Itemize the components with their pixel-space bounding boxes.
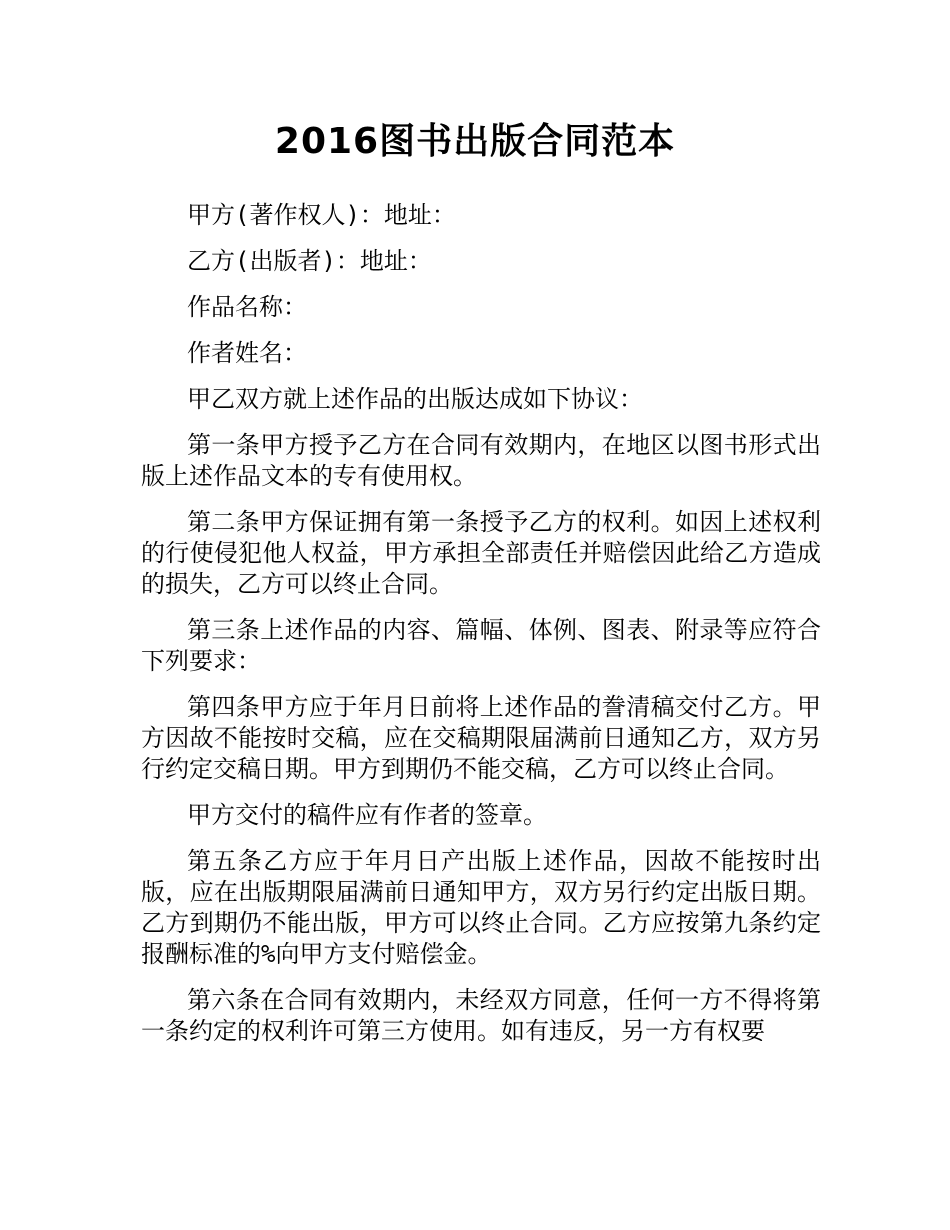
clause-4-note: 甲方交付的稿件应有作者的签章。 [187,801,547,829]
clause-3: 第三条上述作品的内容、篇幅、体例、图表、附录等应符合下列要求： [141,616,821,675]
document-title: 2016图书出版合同范本 [274,121,676,162]
work-title-line: 作品名称： [187,293,307,321]
agreement-intro: 甲乙双方就上述作品的出版达成如下协议： [187,385,643,413]
clause-4: 第四条甲方应于年月日前将上述作品的誊清稿交付乙方。甲方因故不能按时交稿，应在交稿期限届满前日通知乙方，双方另行约定交稿日期。甲方到期仍不能交稿，乙方可以终止合同。 [141,693,821,783]
clause-5: 第五条乙方应于年月日产出版上述作品，因故不能按时出版，应在出版期限届满前日通知甲方，双方另行约定出版日期。乙方到期仍不能出版，甲方可以终止合同。乙方应按第九条约定报酬标准的%向甲方支付赔偿金。 [141,847,821,968]
author-name-line: 作者姓名： [187,339,307,367]
party-a-line: 甲方(著作权人)：地址： [187,201,456,229]
party-b-line: 乙方(出版者)：地址： [187,247,432,275]
clause-2: 第二条甲方保证拥有第一条授予乙方的权利。如因上述权利的行使侵犯他人权益，甲方承担全部责任并赔偿因此给乙方造成的损失，乙方可以终止合同。 [141,508,821,598]
clause-6: 第六条在合同有效期内，未经双方同意，任何一方不得将第一条约定的权利许可第三方使用。如有违反，另一方有权要 [141,986,821,1045]
document-body [141,200,821,1062]
clause-1: 第一条甲方授予乙方在合同有效期内，在地区以图书形式出版上述作品文本的专有使用权。 [141,431,821,490]
